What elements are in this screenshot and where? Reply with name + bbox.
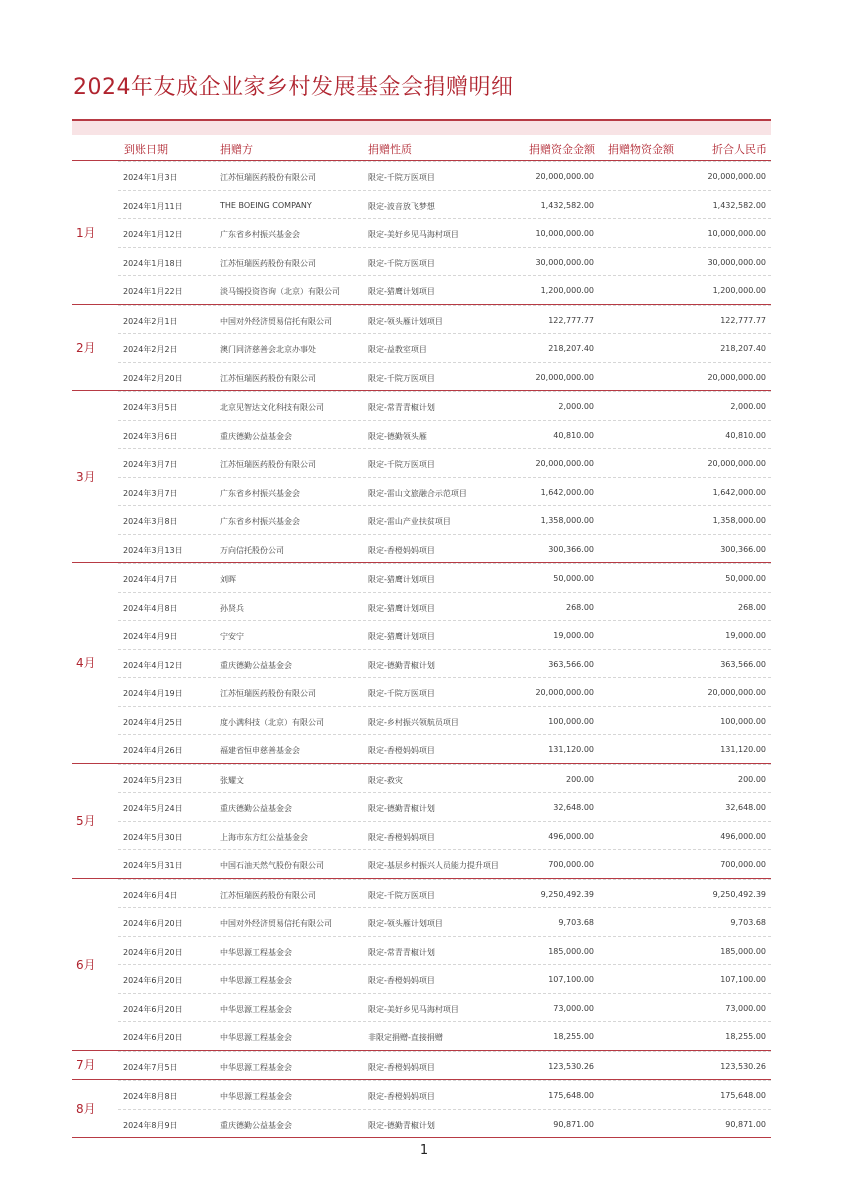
cell-cash-amount: 496,000.00: [548, 831, 594, 841]
cell-nature: 限定-千院万医项目: [368, 460, 435, 469]
page-title: 2024年友成企业家乡村发展基金会捐赠明细: [73, 75, 514, 100]
table-row: [118, 477, 771, 506]
column-header-goods: 捐赠物资金额: [608, 143, 674, 156]
cell-rmb-amount: 10,000,000.00: [707, 229, 766, 238]
table-row: [118, 275, 771, 304]
cell-donor: 中华思源工程基金会: [220, 1004, 292, 1014]
donation-table: [72, 160, 771, 1138]
table-row: [118, 534, 771, 563]
cell-date: 2024年4月25日: [123, 717, 183, 727]
table-row: [118, 247, 771, 276]
cell-cash-amount: 185,000.00: [548, 946, 594, 956]
cell-cash-amount: 200.00: [566, 774, 594, 784]
cell-cash-amount: 40,810.00: [553, 430, 594, 440]
cell-date: 2024年3月5日: [123, 403, 178, 412]
cell-nature: 限定-德勤青椒计划: [368, 1120, 435, 1130]
cell-date: 2024年6月20日: [123, 919, 183, 928]
cell-date: 2024年3月13日: [123, 545, 183, 555]
cell-date: 2024年4月26日: [123, 746, 183, 755]
cell-nature: 限定-常青青椒计划: [368, 403, 435, 412]
cell-cash-amount: 122,777.77: [548, 315, 594, 325]
cell-rmb-amount: 30,000,000.00: [707, 257, 766, 267]
cell-cash-amount: 30,000,000.00: [535, 257, 594, 267]
cell-rmb-amount: 496,000.00: [720, 831, 766, 841]
cell-rmb-amount: 218,207.40: [720, 344, 766, 353]
cell-nature: 限定-猎鹰计划项目: [368, 603, 435, 613]
cell-cash-amount: 268.00: [566, 602, 594, 612]
cell-rmb-amount: 20,000,000.00: [707, 459, 766, 468]
cell-donor: 中华思源工程基金会: [220, 976, 292, 985]
cell-cash-amount: 90,871.00: [553, 1119, 594, 1129]
cell-nature: 限定-常青青椒计划: [368, 947, 435, 957]
cell-cash-amount: 9,703.68: [558, 918, 594, 927]
cell-donor: 澳门同济慈善会北京办事处: [220, 345, 316, 354]
cell-nature: 限定-领头雁计划项目: [368, 316, 443, 326]
table-row: [118, 849, 771, 878]
cell-rmb-amount: 9,703.68: [730, 918, 766, 927]
cell-nature: 限定-波音放飞梦想: [368, 201, 435, 211]
cell-nature: 限定-德勤青椒计划: [368, 660, 435, 670]
month-label: 2月: [76, 340, 96, 355]
cell-rmb-amount: 1,200,000.00: [712, 286, 766, 295]
cell-cash-amount: 50,000.00: [553, 574, 594, 583]
cell-rmb-amount: 9,250,492.39: [712, 889, 766, 899]
cell-date: 2024年5月31日: [123, 861, 183, 870]
table-row: [118, 161, 771, 190]
table-row: [118, 391, 771, 420]
cell-nature: 限定-千院万医项目: [368, 173, 435, 182]
cell-date: 2024年2月20日: [123, 373, 183, 383]
table-row: [118, 218, 771, 247]
cell-cash-amount: 20,000,000.00: [535, 688, 594, 697]
table-row: [118, 1080, 771, 1109]
table-row: [118, 792, 771, 821]
cell-date: 2024年6月4日: [123, 890, 178, 900]
table-row: [118, 936, 771, 965]
cell-date: 2024年1月18日: [123, 258, 183, 268]
cell-date: 2024年6月20日: [123, 1033, 183, 1042]
month-label: 8月: [76, 1102, 96, 1116]
cell-cash-amount: 300,366.00: [548, 544, 594, 554]
table-row: [118, 706, 771, 735]
cell-nature: 限定-千院万医项目: [368, 689, 435, 698]
cell-donor: 江苏恒瑞医药股份有限公司: [220, 258, 316, 268]
month-group: [72, 390, 771, 562]
cell-rmb-amount: 200.00: [738, 774, 766, 784]
table-row: [118, 677, 771, 706]
cell-cash-amount: 9,250,492.39: [540, 889, 594, 899]
month-label: 1月: [76, 225, 96, 240]
cell-rmb-amount: 2,000.00: [730, 402, 766, 411]
table-row: [118, 448, 771, 477]
column-header-rmb: 折合人民币: [712, 143, 767, 156]
cell-rmb-amount: 185,000.00: [720, 946, 766, 956]
cell-date: 2024年4月9日: [123, 632, 178, 641]
cell-cash-amount: 20,000,000.00: [535, 172, 594, 181]
cell-donor: 孙贤兵: [220, 603, 244, 613]
cell-donor: 中华思源工程基金会: [220, 1092, 292, 1101]
cell-cash-amount: 175,648.00: [548, 1091, 594, 1100]
cell-donor: 江苏恒瑞医药股份有限公司: [220, 460, 316, 469]
month-label: 3月: [76, 470, 96, 484]
cell-date: 2024年1月11日: [123, 201, 183, 211]
cell-cash-amount: 73,000.00: [553, 1003, 594, 1013]
cell-nature: 限定-千院万医项目: [368, 890, 435, 900]
cell-nature: 限定-千院万医项目: [368, 258, 435, 268]
column-header-date: 到账日期: [124, 143, 168, 156]
cell-date: 2024年3月7日: [123, 460, 178, 469]
cell-nature: 限定-救灾: [368, 775, 403, 785]
cell-nature: 限定-香橙妈妈项目: [368, 976, 435, 985]
cell-donor: 福建省恒申慈善基金会: [220, 746, 300, 755]
cell-donor: THE BOEING COMPANY: [220, 200, 312, 210]
cell-rmb-amount: 107,100.00: [720, 975, 766, 984]
cell-rmb-amount: 131,120.00: [720, 745, 766, 754]
cell-rmb-amount: 1,358,000.00: [712, 516, 766, 525]
cell-donor: 宁安宁: [220, 632, 244, 641]
cell-nature: 限定-香橙妈妈项目: [368, 832, 435, 842]
cell-date: 2024年6月20日: [123, 947, 183, 957]
cell-date: 2024年8月8日: [123, 1092, 178, 1101]
cell-donor: 北京见智达文化科技有限公司: [220, 403, 324, 412]
table-row: [118, 964, 771, 993]
column-header-donor: 捐赠方: [220, 143, 253, 156]
column-header-cash: 捐赠资金金额: [529, 143, 595, 156]
month-group: [72, 304, 771, 391]
cell-donor: 万向信托股份公司: [220, 545, 284, 555]
table-row: [118, 305, 771, 334]
table-row: [118, 563, 771, 592]
cell-rmb-amount: 1,642,000.00: [712, 487, 766, 497]
cell-rmb-amount: 363,566.00: [720, 659, 766, 669]
cell-rmb-amount: 20,000,000.00: [707, 372, 766, 382]
cell-donor: 度小满科技（北京）有限公司: [220, 717, 324, 727]
cell-nature: 限定-雷山文旅融合示范项目: [368, 488, 467, 498]
cell-cash-amount: 123,530.26: [548, 1061, 594, 1071]
table-row: [118, 505, 771, 534]
cell-date: 2024年1月3日: [123, 173, 178, 182]
cell-rmb-amount: 268.00: [738, 602, 766, 612]
cell-rmb-amount: 20,000,000.00: [707, 172, 766, 181]
cell-rmb-amount: 700,000.00: [720, 860, 766, 869]
cell-date: 2024年5月24日: [123, 804, 183, 813]
cell-date: 2024年8月9日: [123, 1120, 178, 1130]
cell-donor: 广东省乡村振兴基金会: [220, 488, 300, 498]
cell-donor: 中华思源工程基金会: [220, 1062, 292, 1072]
column-header-nature: 捐赠性质: [368, 143, 412, 156]
cell-rmb-amount: 20,000,000.00: [707, 688, 766, 697]
month-group: [72, 878, 771, 1050]
cell-donor: 江苏恒瑞医药股份有限公司: [220, 689, 316, 698]
cell-rmb-amount: 32,648.00: [725, 803, 766, 812]
cell-date: 2024年3月8日: [123, 517, 178, 526]
cell-rmb-amount: 19,000.00: [725, 631, 766, 640]
table-row: [118, 821, 771, 850]
cell-rmb-amount: 1,432,582.00: [712, 200, 766, 210]
cell-date: 2024年6月20日: [123, 1004, 183, 1014]
cell-date: 2024年6月20日: [123, 976, 183, 985]
table-row: [118, 592, 771, 621]
cell-date: 2024年4月8日: [123, 603, 178, 613]
table-row: [118, 362, 771, 391]
cell-date: 2024年5月23日: [123, 775, 183, 785]
cell-nature: 限定-香橙妈妈项目: [368, 545, 435, 555]
cell-nature: 限定-乡村振兴领航员项目: [368, 717, 459, 727]
cell-cash-amount: 2,000.00: [558, 402, 594, 411]
cell-cash-amount: 1,642,000.00: [540, 487, 594, 497]
cell-nature: 限定-香橙妈妈项目: [368, 1062, 435, 1072]
cell-donor: 江苏恒瑞医药股份有限公司: [220, 373, 316, 383]
month-label: 4月: [76, 656, 96, 671]
cell-cash-amount: 1,432,582.00: [540, 200, 594, 210]
table-row: [118, 764, 771, 793]
cell-nature: 限定-美好乡见马海村项目: [368, 1004, 459, 1014]
cell-donor: 广东省乡村振兴基金会: [220, 517, 300, 526]
cell-rmb-amount: 40,810.00: [725, 430, 766, 440]
cell-nature: 限定-基层乡村振兴人员能力提升项目: [368, 861, 499, 870]
cell-rmb-amount: 50,000.00: [725, 574, 766, 583]
cell-cash-amount: 19,000.00: [553, 631, 594, 640]
cell-donor: 上海市东方红公益基金会: [220, 832, 308, 842]
cell-rmb-amount: 73,000.00: [725, 1003, 766, 1013]
cell-cash-amount: 32,648.00: [553, 803, 594, 812]
cell-nature: 限定-猎鹰计划项目: [368, 287, 435, 296]
cell-donor: 张耀文: [220, 775, 244, 785]
cell-cash-amount: 1,358,000.00: [540, 516, 594, 525]
table-header: [72, 133, 771, 160]
cell-cash-amount: 1,200,000.00: [540, 286, 594, 295]
cell-donor: 江苏恒瑞医药股份有限公司: [220, 890, 316, 900]
cell-rmb-amount: 90,871.00: [725, 1119, 766, 1129]
cell-nature: 限定-德勤青椒计划: [368, 804, 435, 813]
cell-cash-amount: 18,255.00: [553, 1032, 594, 1041]
cell-donor: 中华思源工程基金会: [220, 947, 292, 957]
cell-nature: 限定-香橙妈妈项目: [368, 746, 435, 755]
month-group: [72, 763, 771, 878]
cell-cash-amount: 107,100.00: [548, 975, 594, 984]
cell-date: 2024年1月12日: [123, 230, 183, 239]
cell-cash-amount: 10,000,000.00: [535, 229, 594, 238]
cell-date: 2024年4月12日: [123, 660, 183, 670]
cell-donor: 刘晖: [220, 575, 236, 584]
cell-date: 2024年2月1日: [123, 316, 178, 326]
cell-donor: 广东省乡村振兴基金会: [220, 230, 300, 239]
cell-date: 2024年2月2日: [123, 345, 178, 354]
table-row: [118, 333, 771, 362]
cell-cash-amount: 100,000.00: [548, 716, 594, 726]
table-row: [118, 620, 771, 649]
cell-donor: 江苏恒瑞医药股份有限公司: [220, 173, 316, 182]
cell-nature: 限定-德勤领头雁: [368, 431, 427, 441]
cell-rmb-amount: 122,777.77: [720, 315, 766, 325]
cell-donor: 中华思源工程基金会: [220, 1033, 292, 1042]
cell-date: 2024年5月30日: [123, 832, 183, 842]
cell-date: 2024年4月19日: [123, 689, 183, 698]
month-group: [72, 1079, 771, 1138]
cell-donor: 淡马锡投资咨询（北京）有限公司: [220, 287, 340, 296]
cell-nature: 限定-猎鹰计划项目: [368, 575, 435, 584]
cell-nature: 限定-领头雁计划项目: [368, 919, 443, 928]
cell-donor: 中国对外经济贸易信托有限公司: [220, 919, 332, 928]
cell-cash-amount: 131,120.00: [548, 745, 594, 754]
cell-rmb-amount: 18,255.00: [725, 1032, 766, 1041]
cell-rmb-amount: 300,366.00: [720, 544, 766, 554]
cell-rmb-amount: 100,000.00: [720, 716, 766, 726]
cell-nature: 限定-雷山产业扶贫项目: [368, 517, 451, 526]
cell-nature: 限定-香橙妈妈项目: [368, 1092, 435, 1101]
table-row: [118, 1109, 771, 1138]
cell-cash-amount: 20,000,000.00: [535, 372, 594, 382]
table-row: [118, 734, 771, 763]
month-group: [72, 1050, 771, 1080]
table-row: [118, 649, 771, 678]
cell-cash-amount: 363,566.00: [548, 659, 594, 669]
cell-cash-amount: 218,207.40: [548, 344, 594, 353]
cell-date: 2024年3月6日: [123, 431, 178, 441]
cell-date: 2024年3月7日: [123, 488, 178, 498]
month-label: 6月: [76, 957, 96, 972]
cell-nature: 限定-美好乡见马海村项目: [368, 230, 459, 239]
month-label: 7月: [76, 1058, 96, 1073]
cell-donor: 重庆德勤公益基金会: [220, 660, 292, 670]
cell-nature: 非限定捐赠-直接捐赠: [368, 1033, 443, 1042]
cell-donor: 重庆德勤公益基金会: [220, 804, 292, 813]
cell-date: 2024年7月5日: [123, 1062, 178, 1072]
table-row: [118, 1051, 771, 1080]
cell-nature: 限定-益教室项目: [368, 345, 427, 354]
cell-nature: 限定-猎鹰计划项目: [368, 632, 435, 641]
table-row: [118, 420, 771, 449]
cell-cash-amount: 20,000,000.00: [535, 459, 594, 468]
month-group: [72, 160, 771, 304]
table-row: [118, 993, 771, 1022]
cell-donor: 中国石油天然气股份有限公司: [220, 861, 324, 870]
table-row: [118, 190, 771, 219]
cell-cash-amount: 700,000.00: [548, 860, 594, 869]
month-group: [72, 562, 771, 763]
cell-nature: 限定-千院万医项目: [368, 373, 435, 383]
cell-date: 2024年1月22日: [123, 287, 183, 296]
month-label: 5月: [76, 814, 96, 828]
cell-donor: 中国对外经济贸易信托有限公司: [220, 316, 332, 326]
cell-date: 2024年4月7日: [123, 575, 178, 584]
table-row: [118, 879, 771, 908]
cell-donor: 重庆德勤公益基金会: [220, 1120, 292, 1130]
page-number: 1: [419, 1143, 429, 1158]
cell-rmb-amount: 123,530.26: [720, 1061, 766, 1071]
table-row: [118, 1021, 771, 1050]
table-row: [118, 907, 771, 936]
cell-rmb-amount: 175,648.00: [720, 1091, 766, 1100]
cell-donor: 重庆德勤公益基金会: [220, 431, 292, 441]
